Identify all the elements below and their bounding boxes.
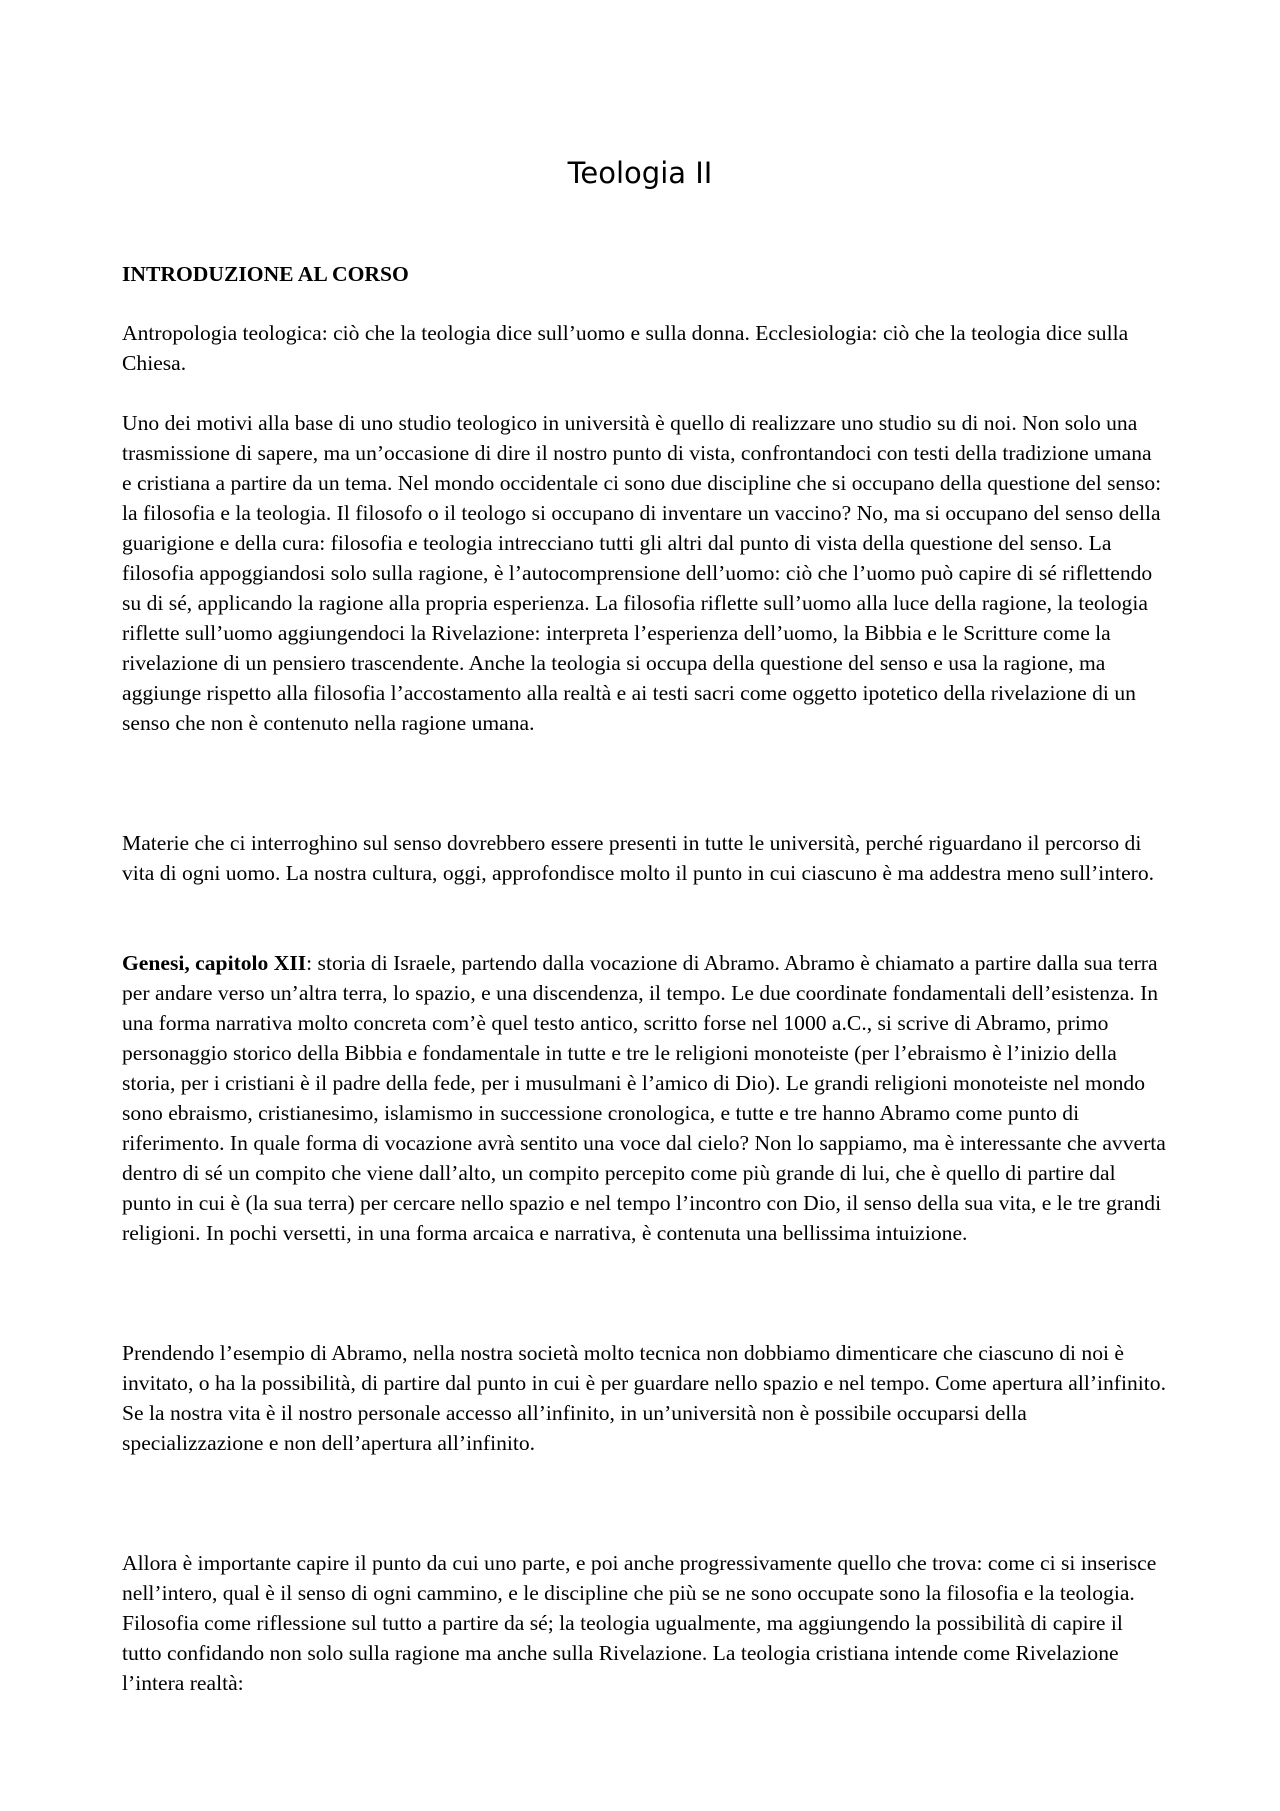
paragraph-abraham-example: Prendendo l’esempio di Abramo, nella nostra società molto tecnica non dobbiamo dimenticare che ciascuno di noi è invitato, o ha la possibilità, di partire dal punto in cui è per guardare nello spazio e nel tempo. Come apertura all’infinito. Se la nostra vita è il nostro personale accesso all’infinito, in un’università non è possibile occuparsi della specializzazione e non dell’apertura all’infinito. — [122, 1341, 1166, 1455]
genesis-reference: Genesi, capitolo XII — [122, 951, 307, 975]
paragraph-meaning-subjects: Materie che ci interroghino sul senso dovrebbero essere presenti in tutte le università, perché riguardano il percorso di vita di ogni uomo. La nostra cultura, oggi, approfondisce molto il punto in cui ciascuno è ma addestra meno sull’intero. — [122, 831, 1155, 885]
section-heading: INTRODUZIONE AL CORSO — [122, 262, 409, 286]
paragraph-study-motivation: Uno dei motivi alla base di uno studio teologico in università è quello di realizzare uno studio su di noi. Non solo una trasmissione di sapere, ma un’occasione di dire il nostro punto di vista, confrontandoci con testi della tradizione umana e cristiana a partire da un tema. Nel mondo occidentale ci sono due discipline che si occupano della questione del senso: la filosofia e la teologia. Il filosofo o il teologo si occupano di inventare un vaccino? No, ma si occupano del senso della guarigione e della cura: filosofia e teologia intrecciano tutti gli altri dal punto di vista della questione del senso. La filosofia appoggiandosi solo sulla ragione, è l’autocomprensione dell’uomo: ciò che l’uomo può capire di sé riflettendo su di sé, applicando la ragione alla propria esperienza. La filosofia riflette sull’uomo alla luce della ragione, la teologia riflette sull’uomo aggiungendoci la Rivelazione: interpreta l’esperienza dell’uomo, la Bibbia e le Scritture come la rivelazione di un pensiero trascendente. Anche la teologia si occupa della questione del senso e usa la ragione, ma aggiunge rispetto alla filosofia l’accostamento alla realtà e ai testi sacri come oggetto ipotetico della rivelazione di un senso che non è contenuto nella ragione umana. — [122, 411, 1162, 735]
paragraph-intro-definitions: Antropologia teologica: ciò che la teologia dice sull’uomo e sulla donna. Ecclesiologia: ciò che la teologia dice sulla Chiesa. — [122, 321, 1129, 375]
genesis-text: : storia di Israele, partendo dalla vocazione di Abramo. Abramo è chiamato a partire dalla sua terra per andare verso un’altra terra, lo spazio, e una discendenza, il tempo. Le due coordinate fondamentali dell’esistenza. In una forma narrativa molto concreta com’è quel testo antico, scritto forse nel 1000 a.C., si scrive di Abramo, primo personaggio storico della Bibbia e fondamentale in tutte e tre le religioni monoteiste (per l’ebraismo è l’inizio della storia, per i cristiani è il padre della fede, per i musulmani è l’amico di Dio). Le grandi religioni monoteiste nel mondo sono ebraismo, cristianesimo, islamismo in successione cronologica, e tutte e tre hanno Abramo come punto di riferimento. In quale forma di vocazione avrà sentito una voce dal cielo? Non lo sappiamo, ma è interessante che avverta dentro di sé un compito che viene dall’alto, un compito percepito come più grande di lui, che è quello di partire dal punto in cui è (la sua terra) per cercare nello spazio e nel tempo l’incontro con Dio, il senso della sua vita, e le tre grandi religioni. In pochi versetti, in una forma arcaica e narrativa, è contenuta una bellissima intuizione. — [122, 951, 1166, 1245]
paragraph-starting-point: Allora è importante capire il punto da cui uno parte, e poi anche progressivamente quello che trova: come ci si inserisce nell’intero, qual è il senso di ogni cammino, e le discipline che più se ne sono occupate sono la filosofia e la teologia. Filosofia come riflessione sul tutto a partire da sé; la teologia ugualmente, ma aggiungendo la possibilità di capire il tutto confidando non solo sulla ragione ma anche sulla Rivelazione. La teologia cristiana intende come Rivelazione l’intera realtà: — [122, 1551, 1157, 1695]
document-title: Teologia II — [567, 156, 713, 190]
paragraph-genesis — [122, 948, 1166, 1248]
